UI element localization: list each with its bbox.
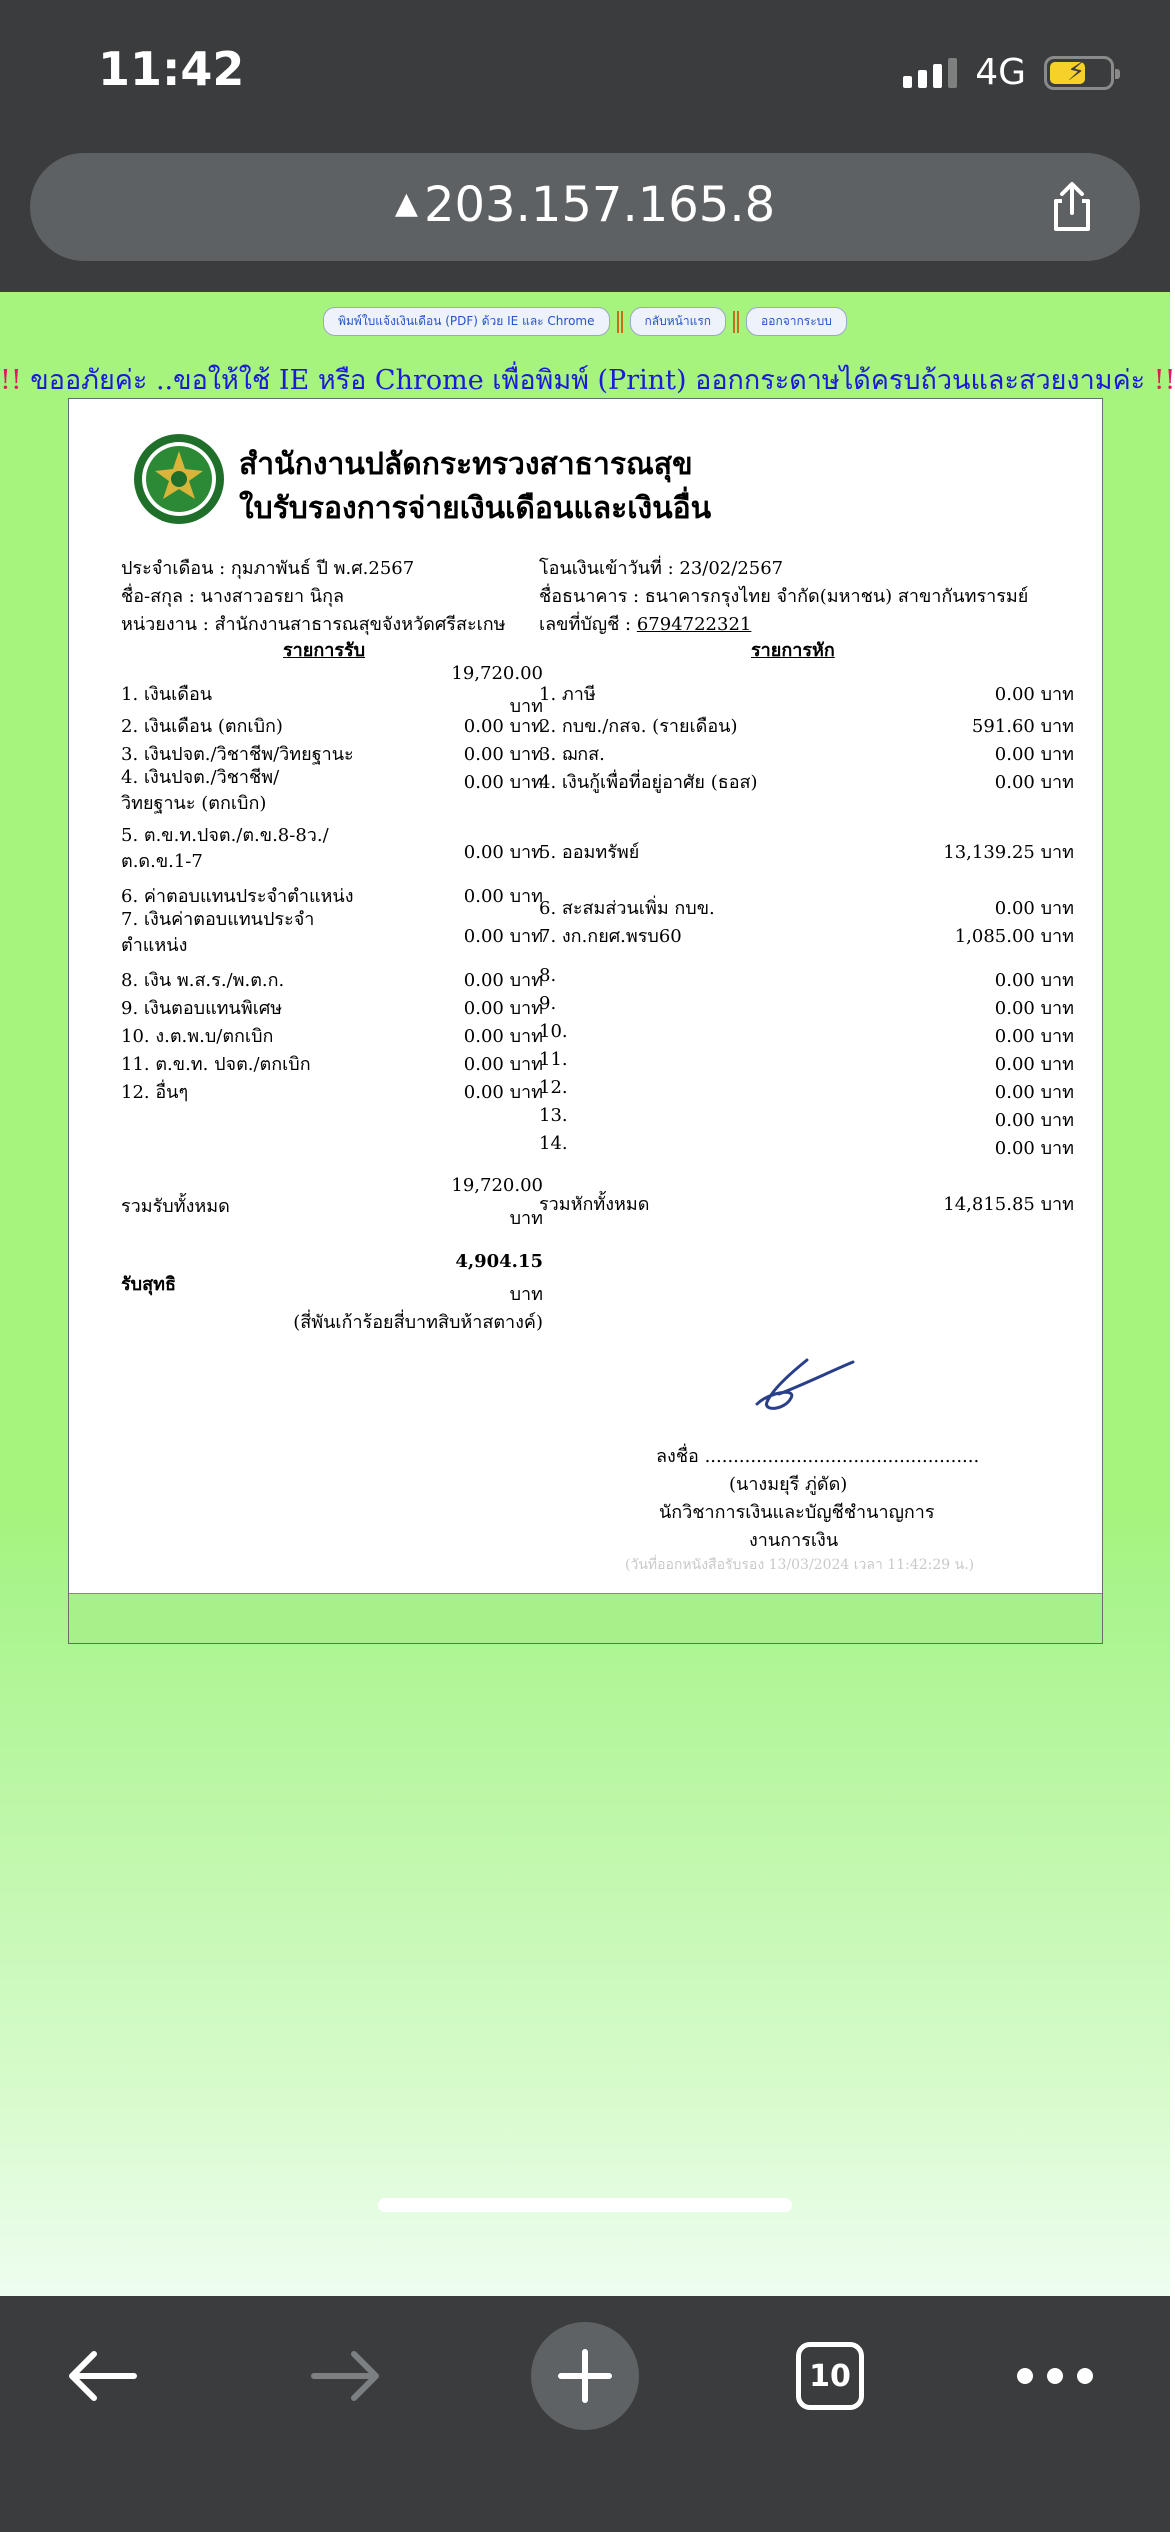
deduction-header: รายการหัก [751,640,835,661]
deduction-item-amount: 0.00 บาท [994,772,1074,793]
income-item-amount: 0.00 บาท [463,772,543,793]
income-item-amount: 19,720.00 [451,663,543,684]
total-income-label: รวมรับทั้งหมด [121,1196,230,1217]
print-pdf-button[interactable]: พิมพ์ใบแจ้งเงินเดือน (PDF) ด้วย IE และ Chrome [323,307,609,336]
income-header: รายการรับ [283,640,366,661]
income-item-label: 11. ต.ข.ท. ปจต./ตกเบิก [121,1054,311,1075]
ministry-seal-logo [133,433,225,525]
income-item-label: 9. เงินตอบแทนพิเศษ [121,998,283,1019]
network-type: 4G [975,52,1026,93]
deduction-item-amount: 0.00 บาท [994,744,1074,765]
logout-button[interactable]: ออกจากระบบ [746,307,847,336]
income-item-amount: 0.00 บาท [463,1054,543,1075]
cellular-signal-icon [903,58,957,88]
income-item-label: 1. เงินเดือน [121,684,213,705]
back-button[interactable] [56,2330,148,2422]
transfer-date: โอนเงินเข้าวันที่ : 23/02/2567 [539,558,784,579]
issued-timestamp: (วันที่ออกหนังสือรับรอง 13/03/2024 เวลา 11:42:29 น.) [625,1557,975,1573]
deduction-item-amount: 0.00 บาท [994,1138,1074,1159]
browser-bottom-toolbar [0,2296,1170,2532]
office-name: สำนักงานปลัดกระทรวงสาธารณสุข [239,447,693,482]
signer-position: นักวิชาการเงินและบัญชีชำนาญการ [659,1502,935,1523]
income-item-amount: 0.00 บาท [463,1026,543,1047]
deduction-item-label: 12. [539,1077,568,1098]
income-item-label: 5. ต.ข.ท.ปจต./ต.ข.8-8ว./ต.ด.ข.1-7 [121,825,329,872]
deduction-item-label: 1. ภาษี [539,684,596,705]
home-button[interactable]: กลับหน้าแรก [630,307,727,336]
deduction-item-label: 4. เงินกู้เพื่อที่อยู่อาศัย (ธอส) [539,772,758,793]
warning-icon: ▲ [394,186,418,221]
address-bar[interactable] [30,153,1140,261]
deduction-item-amount: 0.00 บาท [994,1054,1074,1075]
more-dots-icon [1015,2366,1095,2386]
browser-notice: !! ขออภัยค่ะ ..ขอให้ใช้ IE หรือ Chrome เพื่อพิมพ์ (Print) ออกกระดาษได้ครบถ้วนและสวยงามค่ะ !! [0,365,1175,396]
deduction-item-label: 14. [539,1133,568,1154]
bank-name: ชื่อธนาคาร : ธนาคารกรุงไทย จำกัด(มหาชน) สาขากันทรารมย์ [539,586,1029,607]
deduction-item-amount: 1,085.00 บาท [954,926,1074,947]
signer-name: (นางมยุรี ภู่ดัด) [729,1474,848,1495]
share-icon[interactable] [1044,179,1100,235]
deduction-item-amount: 0.00 บาท [994,970,1074,991]
income-item-amount: 0.00 บาท [463,886,543,907]
income-item-amount: 0.00 บาท [463,842,543,863]
income-item-label: 10. ง.ต.พ.บ/ตกเบิก [121,1026,274,1047]
total-deduction-amount: 14,815.85 บาท [943,1194,1074,1215]
income-item-label: 12. อื่นๆ [121,1082,189,1103]
deduction-item-label: 8. [539,965,557,986]
account-number: เลขที่บัญชี : 6794722321 [539,614,752,635]
status-icons [903,52,1114,93]
net-label: รับสุทธิ [121,1274,176,1295]
browser-notice-text: ขออภัยค่ะ ..ขอให้ใช้ IE หรือ Chrome เพื่อพิมพ์ (Print) ออกกระดาษได้ครบถ้วนและสวยงามค่ะ [30,365,1146,396]
plus-icon [557,2348,613,2404]
deduction-item-label: 13. [539,1105,568,1126]
forward-button[interactable] [300,2330,392,2422]
income-item-label: 6. ค่าตอบแทนประจำตำแหน่ง [121,886,354,907]
tab-count: 10 [796,2342,864,2410]
arrow-right-icon [308,2346,384,2406]
link-separator [733,311,739,333]
currency-unit: บาท [509,1208,543,1229]
income-item-amount: 0.00 บาท [463,1082,543,1103]
tabs-button[interactable] [790,2330,870,2422]
employee-name: ชื่อ-สกุล : นางสาวอรยา นิกุล [121,586,345,607]
pay-month: ประจำเดือน : กุมภาพันธ์ ปี พ.ศ.2567 [121,558,415,579]
browser-top-chrome [0,0,1170,292]
income-item-label: 7. เงินค่าตอบแทนประจำตำแหน่ง [121,909,315,956]
status-time: 11:42 [98,42,245,96]
deduction-item-amount: 13,139.25 บาท [943,842,1074,863]
battery-charging-icon: ⚡ [1044,56,1114,90]
income-item-label: 3. เงินปจต./วิชาชีพ/วิทยฐานะ [121,744,354,765]
document-footer-band [69,1593,1102,1643]
deduction-item-amount: 0.00 บาท [994,998,1074,1019]
sign-line: ลงชื่อ ................................................ [656,1446,980,1467]
top-links [0,307,1170,336]
income-item-amount: 0.00 บาท [463,744,543,765]
deduction-item-amount: 0.00 บาท [994,1026,1074,1047]
handwritten-signature [749,1354,859,1414]
new-tab-button[interactable] [531,2322,639,2430]
deduction-item-label: 3. ฌกส. [539,744,605,765]
document-title: ใบรับรองการจ่ายเงินเดือนและเงินอื่น [239,491,712,526]
deduction-item-amount: 0.00 บาท [994,684,1074,705]
deduction-item-amount: 0.00 บาท [994,898,1074,919]
web-page [0,292,1175,2296]
deduction-item-amount: 591.60 บาท [971,716,1074,737]
net-amount-words: (สี่พันเก้าร้อยสี่บาทสิบห้าสตางค์) [293,1312,543,1333]
deduction-item-amount: 0.00 บาท [994,1082,1074,1103]
deduction-item-label: 7. งก.กยศ.พรบ60 [539,926,682,947]
more-menu-button[interactable] [1010,2330,1100,2422]
work-unit: หน่วยงาน : สำนักงานสาธารณสุขจังหวัดศรีสะเกษ [121,614,506,635]
income-item-amount: 0.00 บาท [463,716,543,737]
deduction-item-label: 10. [539,1021,568,1042]
deduction-item-label: 9. [539,993,557,1014]
income-item-label: 4. เงินปจต./วิชาชีพ/วิทยฐานะ (ตกเบิก) [121,767,280,814]
currency-unit: บาท [509,1284,543,1305]
deduction-item-label: 2. กบข./กสจ. (รายเดือน) [539,716,738,737]
deduction-item-label: 11. [539,1049,568,1070]
url-text: 203.157.165.8 [423,177,776,233]
income-item-amount: 0.00 บาท [463,926,543,947]
total-deduction-label: รวมหักทั้งหมด [539,1194,650,1215]
salary-certificate [68,398,1103,1644]
deduction-item-amount: 0.00 บาท [994,1110,1074,1131]
net-amount: 4,904.15 [455,1251,543,1272]
home-indicator [378,2198,792,2212]
arrow-left-icon [64,2346,140,2406]
income-item-label: 8. เงิน พ.ส.ร./พ.ต.ก. [121,970,285,991]
link-separator [617,311,623,333]
signer-department: งานการเงิน [749,1530,839,1551]
income-item-amount: 0.00 บาท [463,998,543,1019]
income-item-amount: 0.00 บาท [463,970,543,991]
deduction-item-label: 5. ออมทรัพย์ [539,842,640,863]
income-item-label: 2. เงินเดือน (ตกเบิก) [121,716,283,737]
currency-unit: บาท [509,696,543,717]
deduction-item-label: 6. สะสมส่วนเพิ่ม กบข. [539,898,715,919]
total-income-amount: 19,720.00 [451,1175,543,1196]
